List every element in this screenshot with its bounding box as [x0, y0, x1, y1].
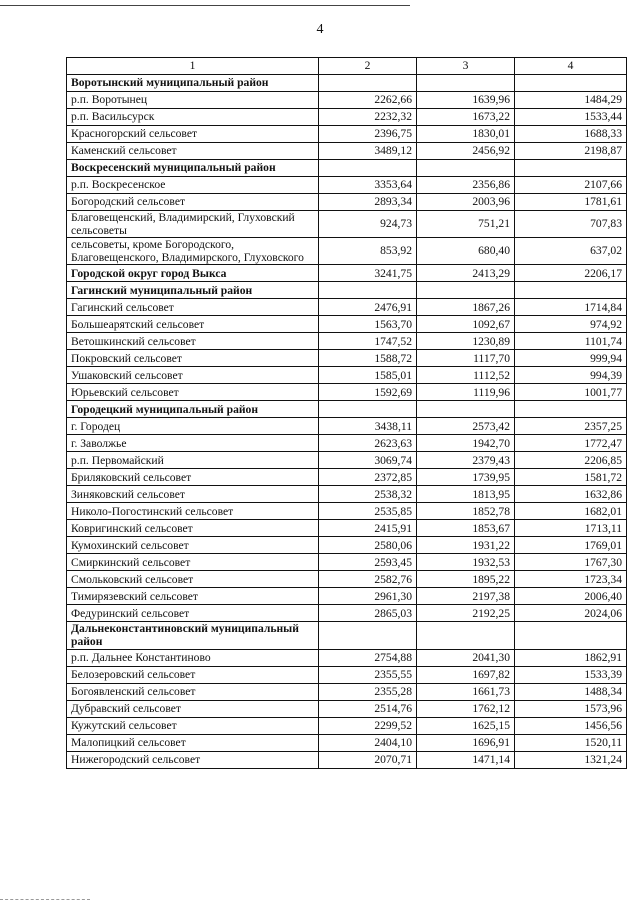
table-row: [67, 469, 627, 486]
value-cell-col2: 2593,45: [319, 554, 417, 571]
value-cell-col2: 2355,28: [319, 683, 417, 700]
value-cell-col2: 2299,52: [319, 717, 417, 734]
value-cell-col3: 1119,96: [417, 384, 515, 401]
value-cell-col4: 999,94: [515, 350, 627, 367]
table-row: [67, 435, 627, 452]
value-cell-col2: 2865,03: [319, 605, 417, 622]
value-cell-col2: 2070,71: [319, 751, 417, 768]
section-title: Воскресенский муниципальный район: [67, 160, 319, 177]
row-name: Белозеровский сельсовет: [67, 666, 319, 683]
value-cell-col2: 2893,34: [319, 194, 417, 211]
row-name: Кумохинский сельсовет: [67, 537, 319, 554]
value-cell-col3: 1697,82: [417, 666, 515, 683]
value-cell-col3: 2456,92: [417, 143, 515, 160]
bottom-mark: [0, 899, 90, 903]
row-name: Смиркинский сельсовет: [67, 554, 319, 571]
value-cell-col3: [417, 622, 515, 649]
value-cell-col3: 1230,89: [417, 333, 515, 350]
value-cell-col2: 2262,66: [319, 92, 417, 109]
table-row: [67, 503, 627, 520]
value-cell-col3: 1639,96: [417, 92, 515, 109]
table-row: [67, 588, 627, 605]
row-name: Федуринский сельсовет: [67, 605, 319, 622]
value-cell-col4: 1321,24: [515, 751, 627, 768]
value-cell-col3: 1932,53: [417, 554, 515, 571]
table-row: [67, 126, 627, 143]
table-row: [67, 109, 627, 126]
header-cell: 2: [319, 58, 417, 75]
value-cell-col2: 3353,64: [319, 177, 417, 194]
value-cell-col3: 2413,29: [417, 265, 515, 282]
value-cell-col3: 1117,70: [417, 350, 515, 367]
value-cell-col2: 2535,85: [319, 503, 417, 520]
value-cell-col4: 1632,86: [515, 486, 627, 503]
value-cell-col2: [319, 282, 417, 299]
row-name: Богоявленский сельсовет: [67, 683, 319, 700]
value-cell-col3: 1852,78: [417, 503, 515, 520]
value-cell-col4: 1767,30: [515, 554, 627, 571]
value-cell-col3: 1696,91: [417, 734, 515, 751]
value-cell-col4: [515, 160, 627, 177]
section-title: Воротынский муниципальный район: [67, 75, 319, 92]
value-cell-col2: 2355,55: [319, 666, 417, 683]
value-cell-col4: 2024,06: [515, 605, 627, 622]
value-cell-col3: 1762,12: [417, 700, 515, 717]
top-rule: [0, 5, 410, 6]
value-cell-col2: 2404,10: [319, 734, 417, 751]
header-cell: 1: [67, 58, 319, 75]
row-name: Каменский сельсовет: [67, 143, 319, 160]
value-cell-col3: 1661,73: [417, 683, 515, 700]
value-cell-col3: 2356,86: [417, 177, 515, 194]
row-name: Благовещенский, Владимирский, Глуховский сельсоветы: [67, 211, 319, 238]
row-name: сельсоветы, кроме Богородского, Благовещенского, Владимирского, Глуховского: [67, 238, 319, 265]
value-cell-col3: 1625,15: [417, 717, 515, 734]
table-row: [67, 333, 627, 350]
value-cell-col4: 1484,29: [515, 92, 627, 109]
value-cell-col4: 1688,33: [515, 126, 627, 143]
value-cell-col2: 2514,76: [319, 700, 417, 717]
value-cell-col4: [515, 401, 627, 418]
table-row: [67, 92, 627, 109]
value-cell-col4: [515, 282, 627, 299]
value-cell-col2: 2372,85: [319, 469, 417, 486]
value-cell-col3: 1895,22: [417, 571, 515, 588]
row-name: Юрьевский сельсовет: [67, 384, 319, 401]
row-name: р.п. Васильсурск: [67, 109, 319, 126]
row-name: р.п. Первомайский: [67, 452, 319, 469]
table-row: [67, 211, 627, 238]
value-cell-col2: [319, 622, 417, 649]
value-cell-col4: 1573,96: [515, 700, 627, 717]
row-name: Гагинский сельсовет: [67, 299, 319, 316]
value-cell-col2: 2396,75: [319, 126, 417, 143]
row-name: Бриляковский сельсовет: [67, 469, 319, 486]
row-name: Ветошкинский сельсовет: [67, 333, 319, 350]
value-cell-col4: 1769,01: [515, 537, 627, 554]
value-cell-col4: 2107,66: [515, 177, 627, 194]
row-name: Тимирязевский сельсовет: [67, 588, 319, 605]
section-row: [67, 282, 627, 299]
row-name: Ушаковский сельсовет: [67, 367, 319, 384]
value-cell-col2: 3438,11: [319, 418, 417, 435]
value-cell-col3: 1739,95: [417, 469, 515, 486]
value-cell-col4: 1862,91: [515, 649, 627, 666]
header-row: [67, 58, 627, 75]
value-cell-col3: 2003,96: [417, 194, 515, 211]
row-name: р.п. Воскресенское: [67, 177, 319, 194]
value-cell-col3: 1942,70: [417, 435, 515, 452]
value-cell-col3: 2379,43: [417, 452, 515, 469]
section-row: [67, 265, 627, 282]
page-number: 4: [316, 22, 324, 37]
value-cell-col2: 2476,91: [319, 299, 417, 316]
table-row: [67, 649, 627, 666]
value-cell-col4: 1682,01: [515, 503, 627, 520]
table-row: [67, 238, 627, 265]
value-cell-col4: 2357,25: [515, 418, 627, 435]
value-cell-col3: [417, 75, 515, 92]
value-cell-col4: 707,83: [515, 211, 627, 238]
value-cell-col3: [417, 401, 515, 418]
value-cell-col2: 3241,75: [319, 265, 417, 282]
section-row: [67, 160, 627, 177]
value-cell-col4: 2206,17: [515, 265, 627, 282]
row-name: Покровский сельсовет: [67, 350, 319, 367]
table-row: [67, 299, 627, 316]
table-row: [67, 350, 627, 367]
value-cell-col2: 1563,70: [319, 316, 417, 333]
table-row: [67, 177, 627, 194]
section-title: Городской округ город Выкса: [67, 265, 319, 282]
value-cell-col3: 751,21: [417, 211, 515, 238]
table-row: [67, 452, 627, 469]
value-cell-col2: 2232,32: [319, 109, 417, 126]
value-cell-col4: 1520,11: [515, 734, 627, 751]
value-cell-col4: [515, 75, 627, 92]
row-name: г. Городец: [67, 418, 319, 435]
value-cell-col3: 2041,30: [417, 649, 515, 666]
value-cell-col3: 2192,25: [417, 605, 515, 622]
value-cell-col3: [417, 160, 515, 177]
value-cell-col2: 3069,74: [319, 452, 417, 469]
table-row: [67, 605, 627, 622]
table-body: [67, 58, 627, 769]
value-cell-col3: 2197,38: [417, 588, 515, 605]
table-row: [67, 751, 627, 768]
section-title: Гагинский муниципальный район: [67, 282, 319, 299]
row-name: Кужутский сельсовет: [67, 717, 319, 734]
value-cell-col2: 3489,12: [319, 143, 417, 160]
section-title: Городецкий муниципальный район: [67, 401, 319, 418]
value-cell-col4: 1781,61: [515, 194, 627, 211]
header-cell: 3: [417, 58, 515, 75]
value-cell-col3: 1830,01: [417, 126, 515, 143]
value-cell-col4: 637,02: [515, 238, 627, 265]
header-cell: 4: [515, 58, 627, 75]
value-cell-col3: 680,40: [417, 238, 515, 265]
value-cell-col4: 1001,77: [515, 384, 627, 401]
section-row: [67, 622, 627, 649]
row-name: Красногорский сельсовет: [67, 126, 319, 143]
value-cell-col4: 1772,47: [515, 435, 627, 452]
row-name: р.п. Дальнее Константиново: [67, 649, 319, 666]
value-cell-col4: 1713,11: [515, 520, 627, 537]
table-row: [67, 194, 627, 211]
table-row: [67, 367, 627, 384]
value-cell-col3: 1853,67: [417, 520, 515, 537]
value-cell-col2: 2754,88: [319, 649, 417, 666]
value-cell-col4: 1533,44: [515, 109, 627, 126]
value-cell-col2: 2961,30: [319, 588, 417, 605]
value-cell-col2: 2580,06: [319, 537, 417, 554]
value-cell-col2: 2538,32: [319, 486, 417, 503]
value-cell-col3: 1092,67: [417, 316, 515, 333]
table-row: [67, 418, 627, 435]
value-cell-col4: 1723,34: [515, 571, 627, 588]
value-cell-col4: 2006,40: [515, 588, 627, 605]
row-name: р.п. Воротынец: [67, 92, 319, 109]
value-cell-col2: 1747,52: [319, 333, 417, 350]
value-cell-col4: 2206,85: [515, 452, 627, 469]
section-row: [67, 75, 627, 92]
value-cell-col4: 1581,72: [515, 469, 627, 486]
value-cell-col3: 1112,52: [417, 367, 515, 384]
table-row: [67, 734, 627, 751]
value-cell-col2: 1592,69: [319, 384, 417, 401]
value-cell-col2: 1585,01: [319, 367, 417, 384]
value-cell-col4: 1714,84: [515, 299, 627, 316]
value-cell-col4: 974,92: [515, 316, 627, 333]
value-cell-col2: [319, 75, 417, 92]
value-cell-col3: 1471,14: [417, 751, 515, 768]
value-cell-col3: 1867,26: [417, 299, 515, 316]
value-cell-col2: [319, 160, 417, 177]
row-name: Николо-Погостинский сельсовет: [67, 503, 319, 520]
value-cell-col3: [417, 282, 515, 299]
value-cell-col2: 2415,91: [319, 520, 417, 537]
table-row: [67, 700, 627, 717]
data-table: [66, 57, 627, 769]
value-cell-col4: [515, 622, 627, 649]
row-name: Ковригинский сельсовет: [67, 520, 319, 537]
value-cell-col3: 2573,42: [417, 418, 515, 435]
value-cell-col4: 1488,34: [515, 683, 627, 700]
table-row: [67, 717, 627, 734]
table-row: [67, 666, 627, 683]
value-cell-col3: 1673,22: [417, 109, 515, 126]
table-row: [67, 571, 627, 588]
value-cell-col4: 1101,74: [515, 333, 627, 350]
table-row: [67, 683, 627, 700]
table-row: [67, 554, 627, 571]
table-row: [67, 143, 627, 160]
table-row: [67, 316, 627, 333]
value-cell-col2: 2582,76: [319, 571, 417, 588]
row-name: г. Заволжье: [67, 435, 319, 452]
value-cell-col2: [319, 401, 417, 418]
table-row: [67, 486, 627, 503]
table-row: [67, 384, 627, 401]
value-cell-col4: 1456,56: [515, 717, 627, 734]
row-name: Большеарятский сельсовет: [67, 316, 319, 333]
row-name: Смольковский сельсовет: [67, 571, 319, 588]
row-name: Зиняковский сельсовет: [67, 486, 319, 503]
value-cell-col2: 924,73: [319, 211, 417, 238]
value-cell-col2: 2623,63: [319, 435, 417, 452]
value-cell-col4: 1533,39: [515, 666, 627, 683]
value-cell-col4: 994,39: [515, 367, 627, 384]
value-cell-col2: 1588,72: [319, 350, 417, 367]
section-title: Дальнеконстантиновский муниципальный район: [67, 622, 319, 649]
row-name: Нижегородский сельсовет: [67, 751, 319, 768]
value-cell-col4: 2198,87: [515, 143, 627, 160]
value-cell-col3: 1813,95: [417, 486, 515, 503]
row-name: Богородский сельсовет: [67, 194, 319, 211]
table-row: [67, 537, 627, 554]
section-row: [67, 401, 627, 418]
value-cell-col2: 853,92: [319, 238, 417, 265]
row-name: Малопицкий сельсовет: [67, 734, 319, 751]
value-cell-col3: 1931,22: [417, 537, 515, 554]
table-row: [67, 520, 627, 537]
row-name: Дубравский сельсовет: [67, 700, 319, 717]
